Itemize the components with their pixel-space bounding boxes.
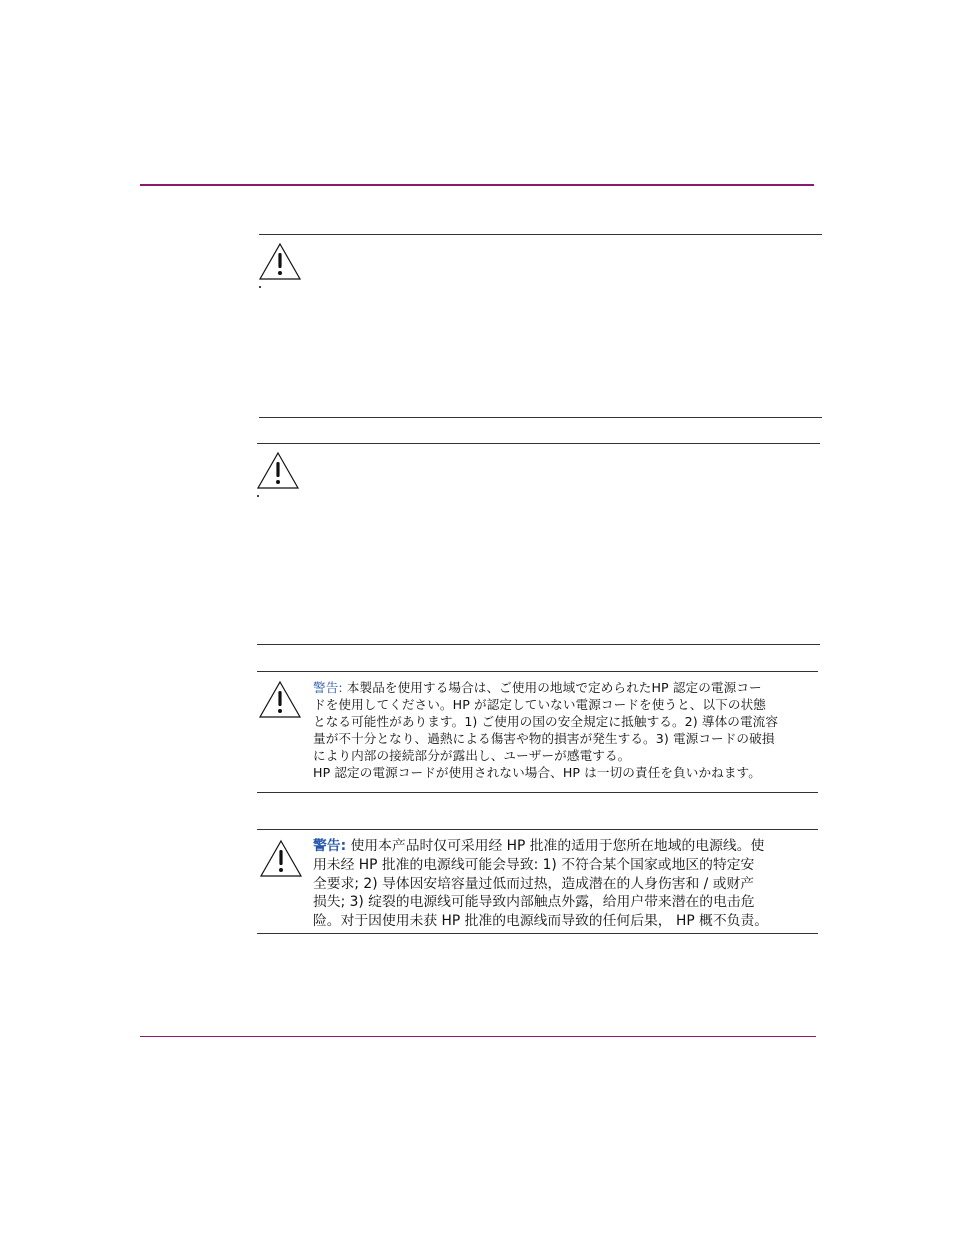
warning-line <box>313 837 768 856</box>
icon-marker <box>259 286 261 288</box>
warning-line <box>313 679 778 696</box>
warning-line: 量が不十分となり、過熱による傷害や物的損害が発生する。3) 電源コードの破損 <box>313 731 775 747</box>
footer-rule <box>140 1036 816 1037</box>
warning-line: 损失; 3) 绽裂的电源线可能导致内部触点外露，给用户带来潜在的电击危 <box>313 894 755 911</box>
warning-text-zh <box>313 837 768 931</box>
warning-line: 险。对于因使用未获 HP 批准的电源线而导致的任何后果， HP 概不负责。 <box>313 913 769 930</box>
warning-line-text: 使用本产品时仅可采用经 HP 批准的适用于您所在地域的电源线。使 <box>346 838 765 854</box>
warning-triangle-icon <box>258 241 302 281</box>
warning-triangle-icon <box>258 679 302 719</box>
warning-line: HP 認定の電源コードが使用されない場合、HP は一切の責任を負いかねます。 <box>313 765 761 781</box>
warning-text-ja <box>313 679 778 782</box>
warning-label: 警告: <box>313 680 343 695</box>
block1-bottom-rule <box>259 417 822 418</box>
block4-top-rule <box>257 829 818 830</box>
warning-line: により内部の接続部分が露出し、ユーザーが感電する。 <box>313 748 631 764</box>
block4-bottom-rule <box>257 933 818 934</box>
warning-line: となる可能性があります。1) ご使用の国の安全規定に抵触する。2) 導体の電流容 <box>313 714 779 730</box>
warning-line: ドを使用してください。HP が認定していない電源コードを使うと、以下の状態 <box>313 697 766 713</box>
block2-top-rule <box>257 443 820 444</box>
block3-bottom-rule <box>257 792 818 793</box>
warning-line: 用未经 HP 批准的电源线可能会导致: 1) 不符合某个国家或地区的特定安 <box>313 856 755 873</box>
warning-triangle-icon <box>259 838 303 878</box>
icon-marker <box>257 495 259 497</box>
warning-line: 全要求; 2) 导体因安培容量过低而过热，造成潜在的人身伤害和 / 或财产 <box>313 875 755 892</box>
block3-top-rule <box>257 671 818 672</box>
warning-line-text: 本製品を使用する場合は、ご使用の地域で定められたHP 認定の電源コー <box>342 680 762 695</box>
warning-label: 警告: <box>313 838 347 854</box>
block1-top-rule <box>259 234 822 235</box>
warning-triangle-icon <box>256 450 300 490</box>
header-rule <box>140 184 814 186</box>
block2-bottom-rule <box>257 644 820 645</box>
